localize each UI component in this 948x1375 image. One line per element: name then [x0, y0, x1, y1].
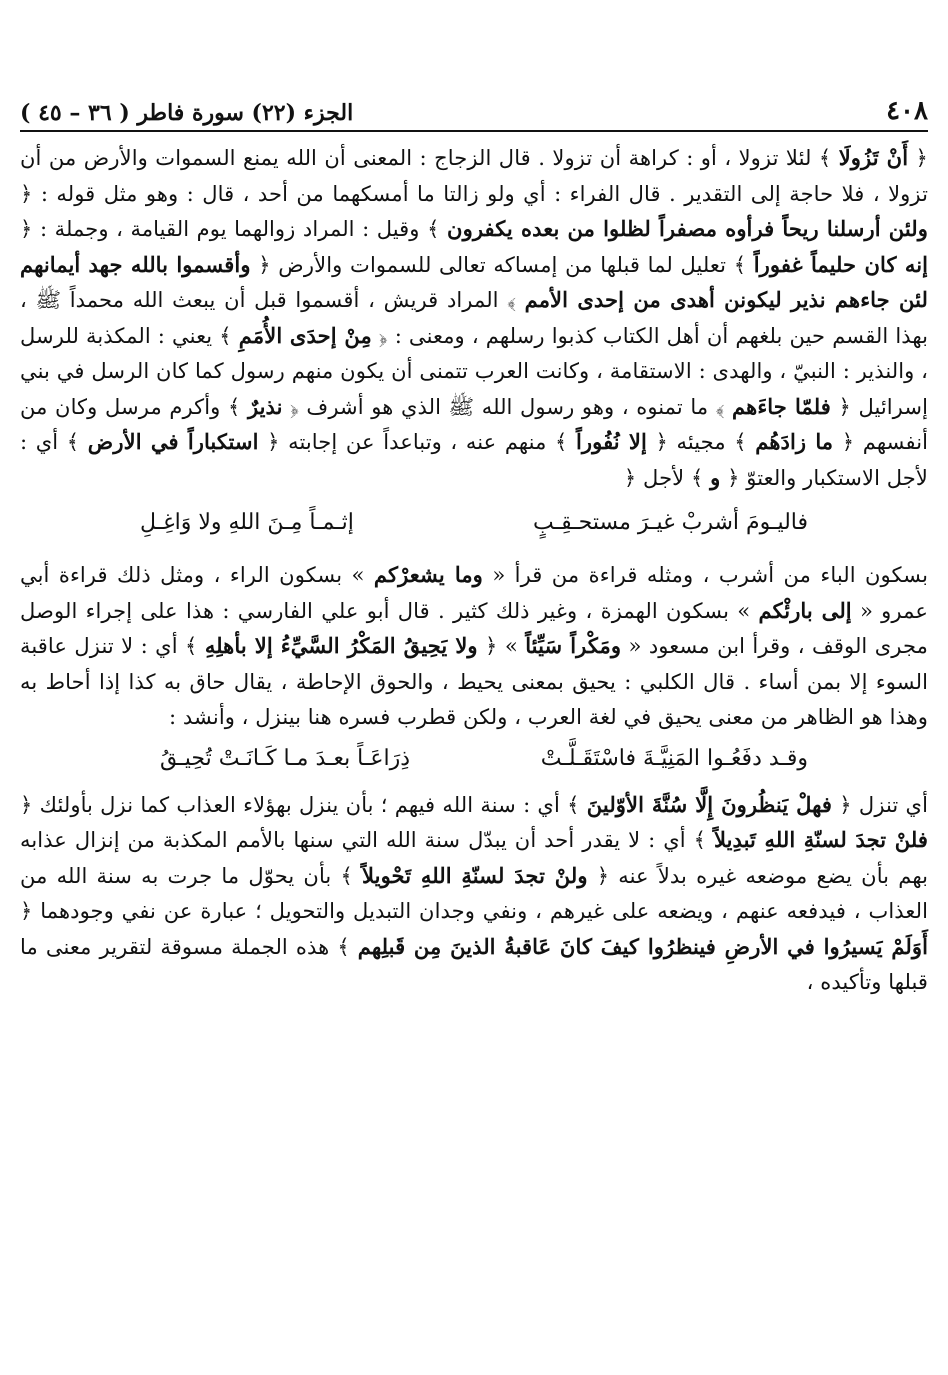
text-run: ﴾ ما تمنوه ، وهو رسول الله ﷺ الذي هو أشرف ﴿: [282, 393, 733, 419]
text-run: ﴾ تعليل لما قبلها من إمساكه تعالى للسموات والأرض ﴿: [250, 251, 754, 277]
quran-quote: إلا نُفُوراً: [576, 429, 647, 454]
text-run: ﴿: [908, 145, 928, 170]
text-run: » بسكون الهمزة ، وغير ذلك كثير . قال أبو علي الفارسي : هذا على إجراء الوصل مجرى الوقف ، وقرأ ابن مسعود «: [20, 597, 928, 658]
quran-quote: ما زادَهُم: [755, 429, 834, 454]
text-run: ﴾ يعني : المكذبة للرسل ، والنذير : النبيّ ، والهدى : الاستقامة ، وكانت العرب تتمنى أن يكون منهم رسول كما كان الرسل في بني إسرائيل ﴿: [20, 322, 929, 419]
quran-quote: ومَكْراً سَيِّئاً: [525, 633, 622, 658]
verse-second-hemistich: إثـمـاً مِـنَ اللهِ ولا وَاغِـلِ: [140, 510, 354, 535]
quran-quote: نذيرٌ: [247, 393, 283, 419]
quran-quote: أَوَلَمْ يَسيرُوا في الأرضِ فينظرُوا كيفَ كانَ عَاقبةُ الذينَ مِن قَبلِهم: [357, 933, 928, 959]
text-run: أي تنزل ﴿: [832, 791, 929, 817]
quran-quote: ولا يَحِيقُ المَكْرُ السَّيِّءُ إلا بأهلِهِ: [204, 633, 478, 658]
running-head: الجزء (٢٢) سورة فاطر ( ٣٦ – ٤٥ ): [20, 100, 354, 126]
quran-quote: إلى بارئْكم: [758, 597, 852, 623]
text-run: ﴾ هذه الجملة مسوقة لتقرير معنى ما قبلها وتأكيده ،: [20, 933, 928, 994]
text-run: ﴾ المراد قريش ، أقسموا قبل أن يبعث الله محمداً ﷺ ، بهذا القسم حين بلغهم أن أهل الكتاب كذبوا رسلهم ، ومعنى : ﴿: [20, 287, 929, 348]
quran-quote: أَنْ تَزُولَا: [838, 145, 909, 170]
poetry-verse: [20, 495, 928, 557]
text-run: » بسكون الراء ، ومثل ذلك قراءة أبي عمرو «: [20, 562, 928, 623]
verse-second-hemistich: ذِرَاعَـاً بعـدَ مـا كَـانَـتْ تُحِيـقُ: [160, 745, 410, 771]
quran-quote: وأقسموا بالله جهد أيمانهم لئن جاءهم نذير ليكونن أهدى من إحدى الأمم: [20, 251, 928, 312]
paragraph: [20, 140, 928, 495]
text-run: ﴾ بأن يحوّل ما جرت به سنة الله من العذاب ، فيدفعه عنهم ، ويضعه على غيرهم ، ونفي وجدان التبديل والتحويل ؛ عبارة عن نفي وجودهما ﴿: [20, 862, 928, 923]
quran-quote: ولنْ تجدَ لسنّةِ اللهِ تَحْويلاً: [362, 862, 588, 888]
quran-quote: استكباراً في الأرض: [87, 429, 259, 454]
text-run: ﴾ وقيل : المراد زوالهما يوم القيامة ، وجملة : ﴿: [20, 216, 448, 241]
verse-first-hemistich: وقـد دفَعُـوا المَنِيَّـةَ فاسْتَقَـلَّـتْ: [540, 745, 808, 771]
text-run: ﴾ أي : لا يقدر أحد أن يبدّل سنة الله التي سنها بالأمم المكذبة من إنزال عذابه بهم بأن يضع موضعه غيره بدلاً عنه ﴿: [20, 827, 928, 888]
text-run: ﴾ أي : لا تنزل عاقبة السوء إلا بمن أساء . قال الكلبي : يحيق بمعنى يحيط ، والحوق الإحاطة ، يقال حاق به كذا إذا أحاط به وهذا هو الظاهر من معنى يحيق في لغة العرب ، ولكن قطرب فسره هنا بينزل ، وأنشد :: [20, 633, 928, 729]
quran-quote: فلمّا جاءَهم: [732, 393, 831, 419]
text-run: ﴾ لأجل ﴿: [623, 464, 711, 490]
text-run: بسكون الباء من أشرب ، ومثله قراءة من قرأ «: [482, 562, 928, 587]
body-text: [20, 140, 928, 1000]
quran-quote: فلنْ تجدَ لسنّةِ اللهِ تَبدِيلاً: [713, 827, 929, 852]
quran-quote: و: [710, 464, 721, 490]
text-run: ﴾ منهم عنه ، وتباعداً عن إجابته ﴿: [258, 429, 577, 454]
quran-quote: ولئن أرسلنا ريحاً فرأوه مصفراً لظلوا من بعده يكفرون: [447, 216, 928, 241]
page-header: [20, 92, 928, 132]
text-run: ﴾ وأكرم مرسل وكان من أنفسهم ﴿: [20, 393, 929, 454]
verse-first-hemistich: فاليـومَ أشربْ غيـرَ مستحـقِـبٍ: [533, 510, 808, 535]
text-run: ﴾ أي : سنة الله فيهم ؛ بأن ينزل بهؤلاء العذاب كما نزل بأولئك ﴿: [20, 791, 587, 817]
quran-quote: مِنْ إحدَى الأُمَمِ: [238, 322, 372, 348]
paragraph: [20, 557, 928, 735]
quran-quote: وما يشعرْكم: [373, 562, 483, 587]
page-number: ٤٠٨: [886, 96, 928, 126]
text-run: » ﴿: [477, 633, 526, 658]
quran-quote: فهلْ يَنظُرونَ إِلَّا سُنَّةَ الأوّلينَ: [586, 791, 833, 817]
quran-quote: إنه كان حليماً غفوراً: [753, 251, 928, 277]
text-run: ﴾ مجيئه ﴿: [646, 429, 756, 454]
text-run: ﴾ لئلا تزولا ، أو : كراهة أن تزولا . قال الزجاج : المعنى أن الله يمنع السموات والأرض من أن تزولا ، فلا حاجة إلى التقدير . قال الفراء : أي ولو زالتا ما أمسكهما من أحد ، قال : وهو مثل قوله : ﴿: [20, 145, 928, 206]
paragraph: [20, 787, 928, 1000]
poetry-verse: [20, 735, 928, 787]
text-run: ﴾ أي : لأجل الاستكبار والعتوّ ﴿: [20, 429, 928, 490]
